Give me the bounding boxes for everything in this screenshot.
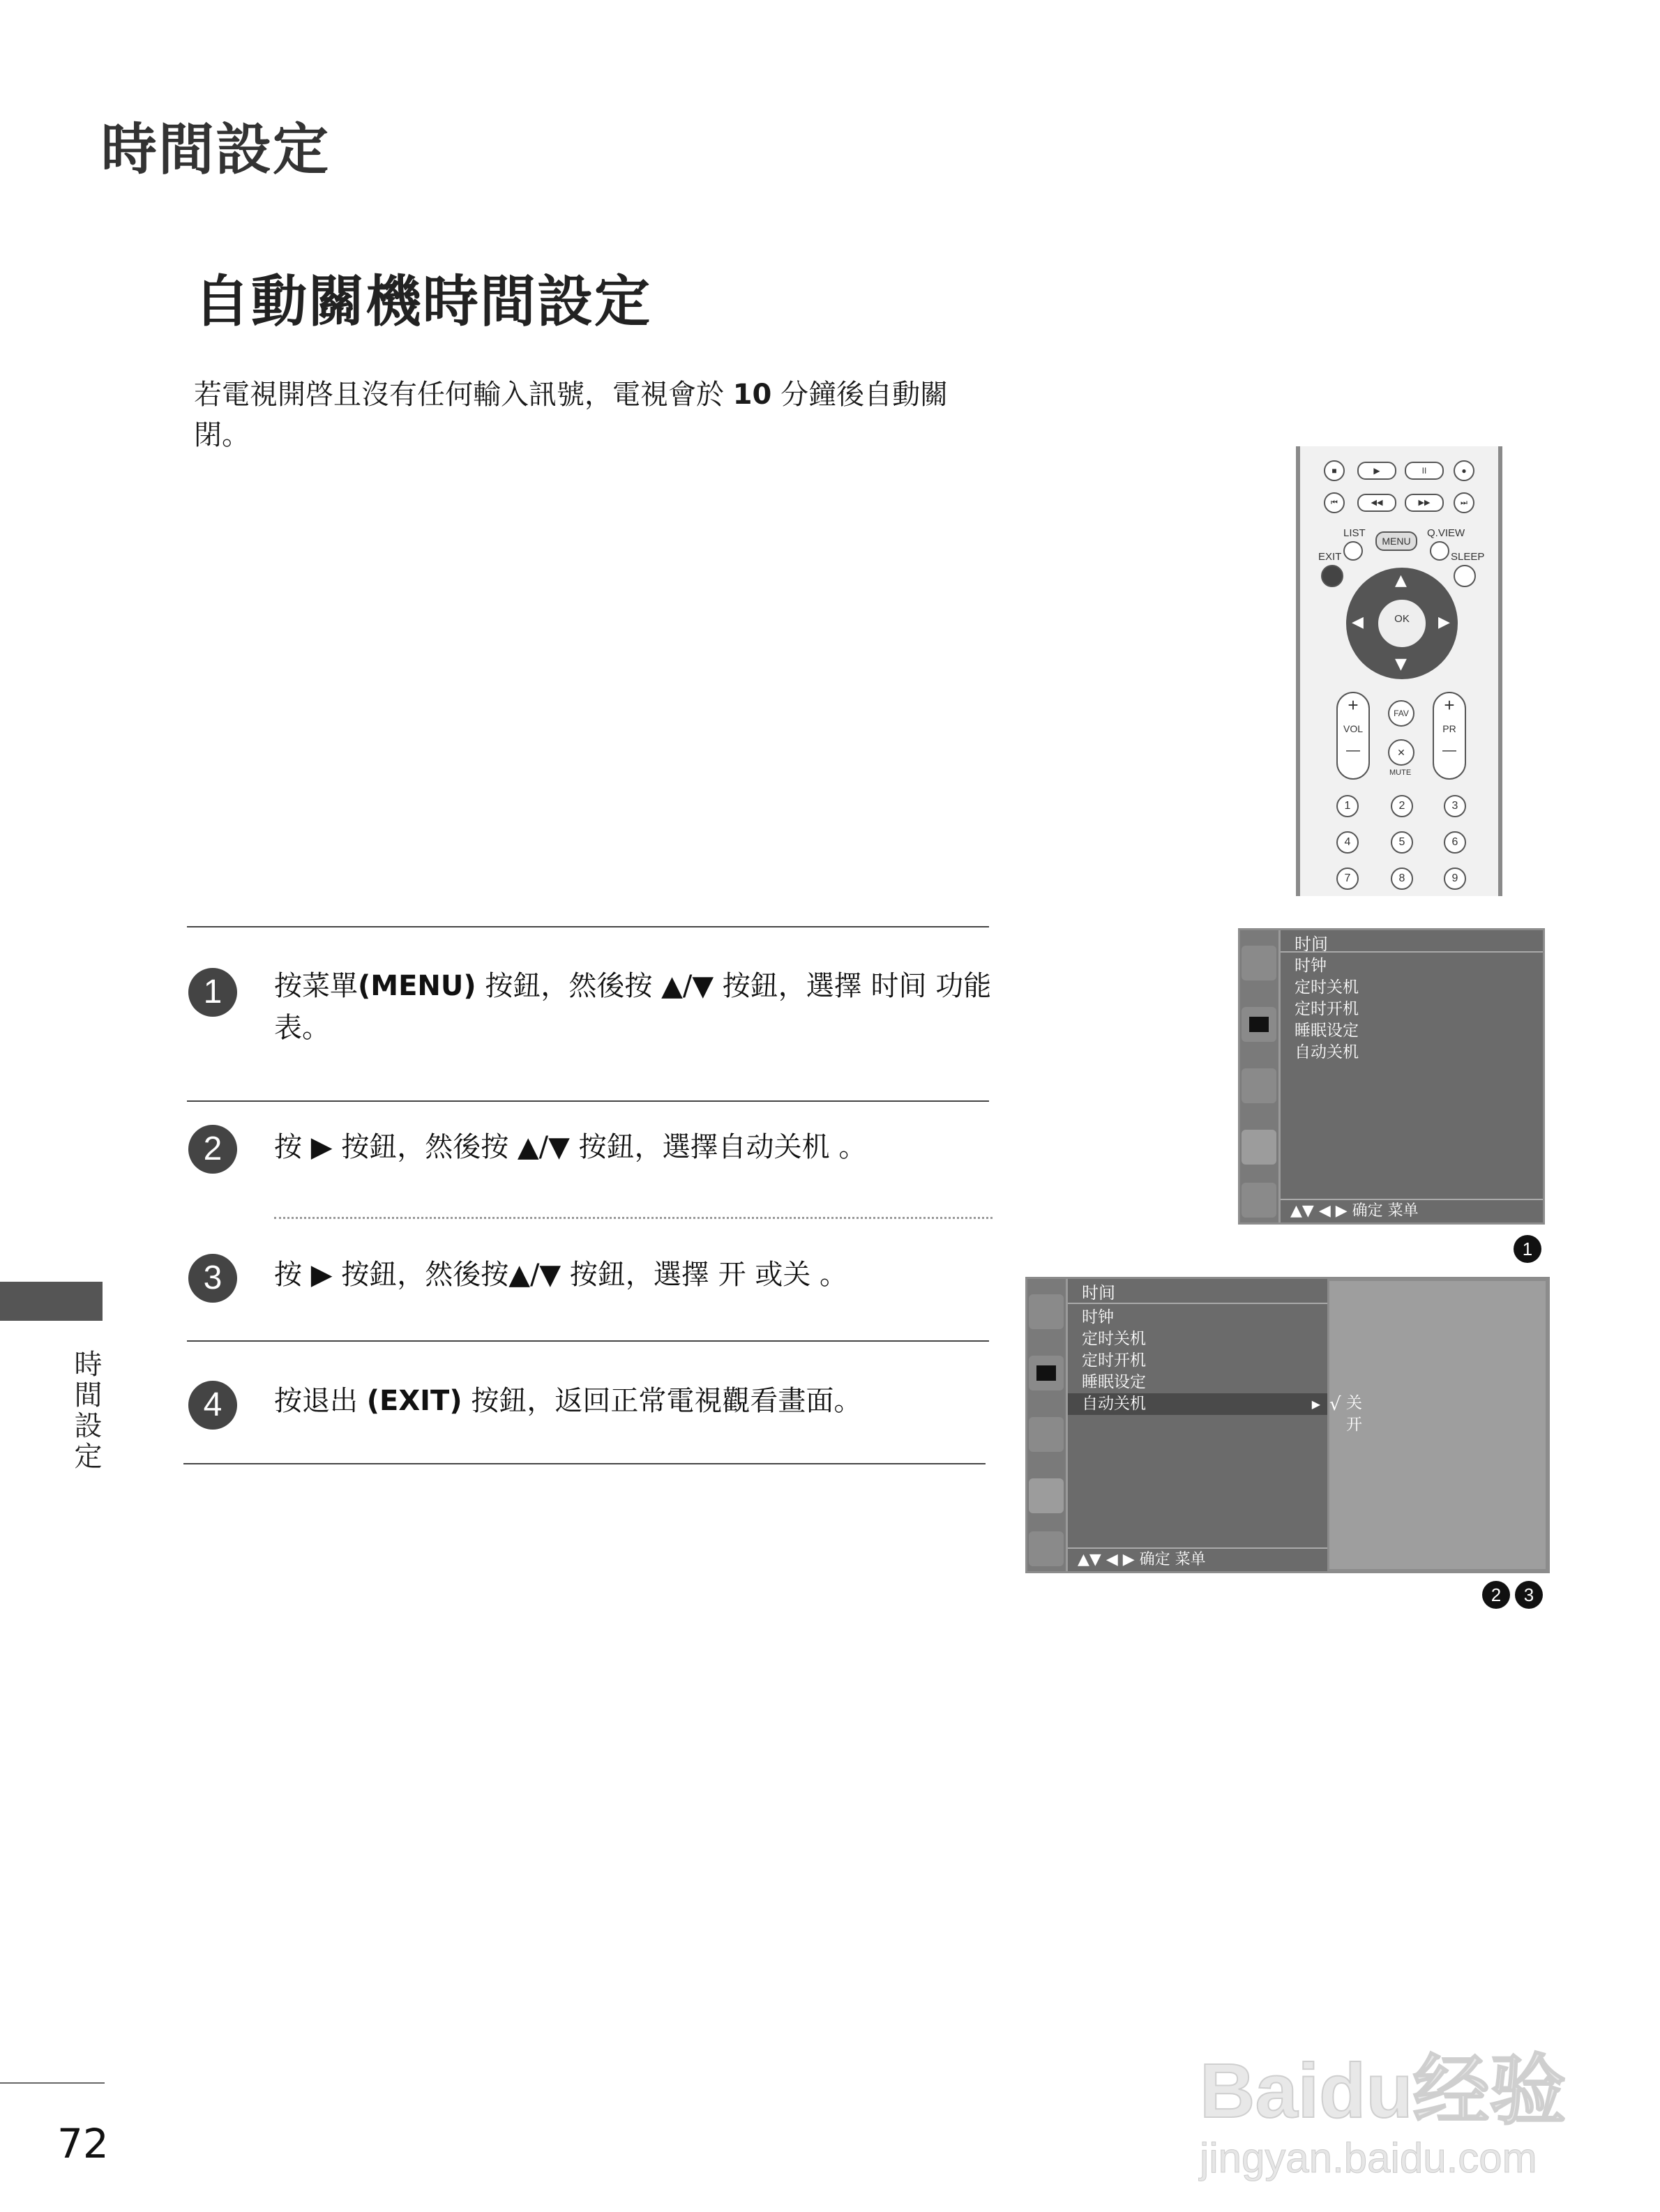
right-arrow-icon[interactable]: ▶: [1438, 614, 1450, 631]
menu-button[interactable]: MENU: [1375, 531, 1417, 551]
record-button[interactable]: ●: [1454, 460, 1474, 481]
osd-icon-column: [1027, 1279, 1068, 1571]
osd-item-sleep[interactable]: 睡眠设定: [1295, 1022, 1359, 1040]
rewind-button[interactable]: ◀◀: [1357, 494, 1396, 512]
mute-icon: ✕: [1397, 747, 1405, 758]
exit-button[interactable]: [1321, 565, 1343, 587]
number-key[interactable]: 8: [1391, 868, 1413, 890]
sleep-label: SLEEP: [1451, 551, 1485, 563]
osd-item-clock[interactable]: 时钟: [1082, 1308, 1114, 1326]
osd-option-on[interactable]: 开: [1346, 1416, 1362, 1434]
section-title: 自動關機時間設定: [194, 269, 651, 334]
list-label: LIST: [1343, 527, 1366, 539]
osd-options: [1346, 1393, 1362, 1436]
skip-forward-button[interactable]: ⏭: [1454, 492, 1474, 513]
osd-header: 时间: [1281, 930, 1543, 953]
step-2-text: 按 ▶ 按鈕，然後按 ▲/▼ 按鈕，選擇自动关机 。: [274, 1131, 867, 1163]
page-title: 時間設定: [101, 117, 330, 182]
osd-icon-column: [1240, 930, 1281, 1222]
number-key[interactable]: 4: [1336, 831, 1359, 854]
step-1-number: 1: [188, 968, 237, 1017]
side-tab-bar: [0, 1282, 103, 1321]
baidu-watermark: Baidu经验: [1200, 2048, 1567, 2134]
satellite-icon[interactable]: [1029, 1294, 1064, 1329]
osd-submenu: [1327, 1279, 1548, 1571]
fav-button[interactable]: FAV: [1388, 700, 1414, 727]
step-divider: [187, 926, 989, 927]
sleep-button[interactable]: [1454, 565, 1476, 587]
program-rocker[interactable]: + PR —: [1433, 692, 1466, 780]
qview-button[interactable]: [1430, 541, 1449, 561]
osd-option-off[interactable]: 关: [1346, 1394, 1362, 1412]
picture-icon[interactable]: [1029, 1356, 1064, 1391]
up-arrow-icon[interactable]: ▲: [1395, 572, 1407, 589]
satellite-icon[interactable]: [1242, 946, 1276, 980]
osd-header: 时间: [1068, 1279, 1327, 1304]
mute-button[interactable]: [1388, 739, 1414, 766]
step-divider: [183, 1463, 986, 1464]
step-1-text: 按菜單(MENU) 按鈕，然後按 ▲/▼ 按鈕，選擇 时间 功能表。: [274, 970, 992, 1044]
number-key[interactable]: 5: [1391, 831, 1413, 854]
number-key[interactable]: 2: [1391, 795, 1413, 817]
submenu-arrow-icon: ▶: [1311, 1397, 1320, 1411]
step-4-text: 按退出 (EXIT) 按鈕，返回正常電視觀看畫面。: [274, 1385, 862, 1417]
list-button[interactable]: [1343, 541, 1363, 561]
number-key[interactable]: 6: [1444, 831, 1466, 854]
step-divider: [187, 1100, 989, 1102]
step-3-text: 按 ▶ 按鈕，然後按▲/▼ 按鈕，選擇 开 或关 。: [274, 1259, 848, 1291]
volume-rocker[interactable]: + VOL —: [1336, 692, 1370, 780]
wrench-icon[interactable]: [1029, 1531, 1064, 1566]
clock-icon[interactable]: [1242, 1130, 1276, 1165]
step-3-number: 3: [188, 1254, 237, 1303]
speaker-icon[interactable]: [1242, 1068, 1276, 1103]
page-number: 72: [57, 2120, 109, 2167]
osd-item-off-timer[interactable]: 定时关机: [1082, 1330, 1146, 1348]
osd-menu-time: [1238, 928, 1545, 1225]
clock-icon[interactable]: [1029, 1478, 1064, 1513]
mute-label: MUTE: [1389, 768, 1412, 777]
figure-badge-3: 3: [1515, 1581, 1543, 1609]
osd-item-sleep[interactable]: 睡眠设定: [1082, 1373, 1146, 1391]
play-button[interactable]: ▶: [1357, 462, 1396, 480]
osd-footer: ▲▼ ◀ ▶ 确定 菜单: [1281, 1199, 1543, 1222]
figure-badge-1: 1: [1514, 1235, 1541, 1263]
osd-item-on-timer[interactable]: 定时开机: [1295, 1000, 1359, 1018]
osd-item-on-timer[interactable]: 定时开机: [1082, 1351, 1146, 1370]
osd-item-list: [1068, 1307, 1327, 1415]
left-arrow-icon[interactable]: ◀: [1352, 614, 1364, 631]
osd-item-list: [1281, 955, 1543, 1063]
osd-menu-auto-off: [1025, 1277, 1550, 1573]
stop-button[interactable]: ■: [1324, 460, 1345, 481]
remote-control: [1296, 446, 1502, 896]
down-arrow-icon[interactable]: ▼: [1395, 656, 1407, 673]
step-divider-dotted: [274, 1217, 993, 1219]
osd-item-auto-off[interactable]: 自动关机: [1295, 1043, 1359, 1061]
osd-item-auto-off[interactable]: 自动关机 ▶: [1068, 1393, 1327, 1415]
number-key[interactable]: 9: [1444, 868, 1466, 890]
step-divider: [187, 1340, 989, 1342]
figure-badge-2: 2: [1482, 1581, 1510, 1609]
number-key[interactable]: 3: [1444, 795, 1466, 817]
number-key[interactable]: 1: [1336, 795, 1359, 817]
speaker-icon[interactable]: [1029, 1417, 1064, 1452]
osd-item-off-timer[interactable]: 定时关机: [1295, 978, 1359, 997]
footer-rule: [0, 2082, 105, 2084]
fast-forward-button[interactable]: ▶▶: [1405, 494, 1444, 512]
step-4-number: 4: [188, 1381, 237, 1430]
exit-label: EXIT: [1318, 551, 1342, 563]
picture-icon[interactable]: [1242, 1007, 1276, 1042]
wrench-icon[interactable]: [1242, 1183, 1276, 1218]
osd-item-clock[interactable]: 时钟: [1295, 957, 1327, 975]
baidu-watermark-url: jingyan.baidu.com: [1200, 2135, 1537, 2181]
skip-back-button[interactable]: ⏮: [1324, 492, 1345, 513]
number-key[interactable]: 7: [1336, 868, 1359, 890]
pause-button[interactable]: II: [1405, 462, 1444, 480]
check-icon: √: [1329, 1394, 1341, 1415]
osd-footer: ▲▼ ◀ ▶ 确定 菜单: [1068, 1547, 1327, 1571]
step-2-number: 2: [188, 1125, 237, 1174]
intro-paragraph: 若電視開啓且沒有任何輸入訊號，電視會於 10 分鐘後自動關閉。: [194, 379, 949, 451]
ok-button[interactable]: OK: [1377, 598, 1427, 649]
qview-label: Q.VIEW: [1427, 527, 1465, 539]
side-tab-label: 時間設定: [70, 1349, 102, 1472]
